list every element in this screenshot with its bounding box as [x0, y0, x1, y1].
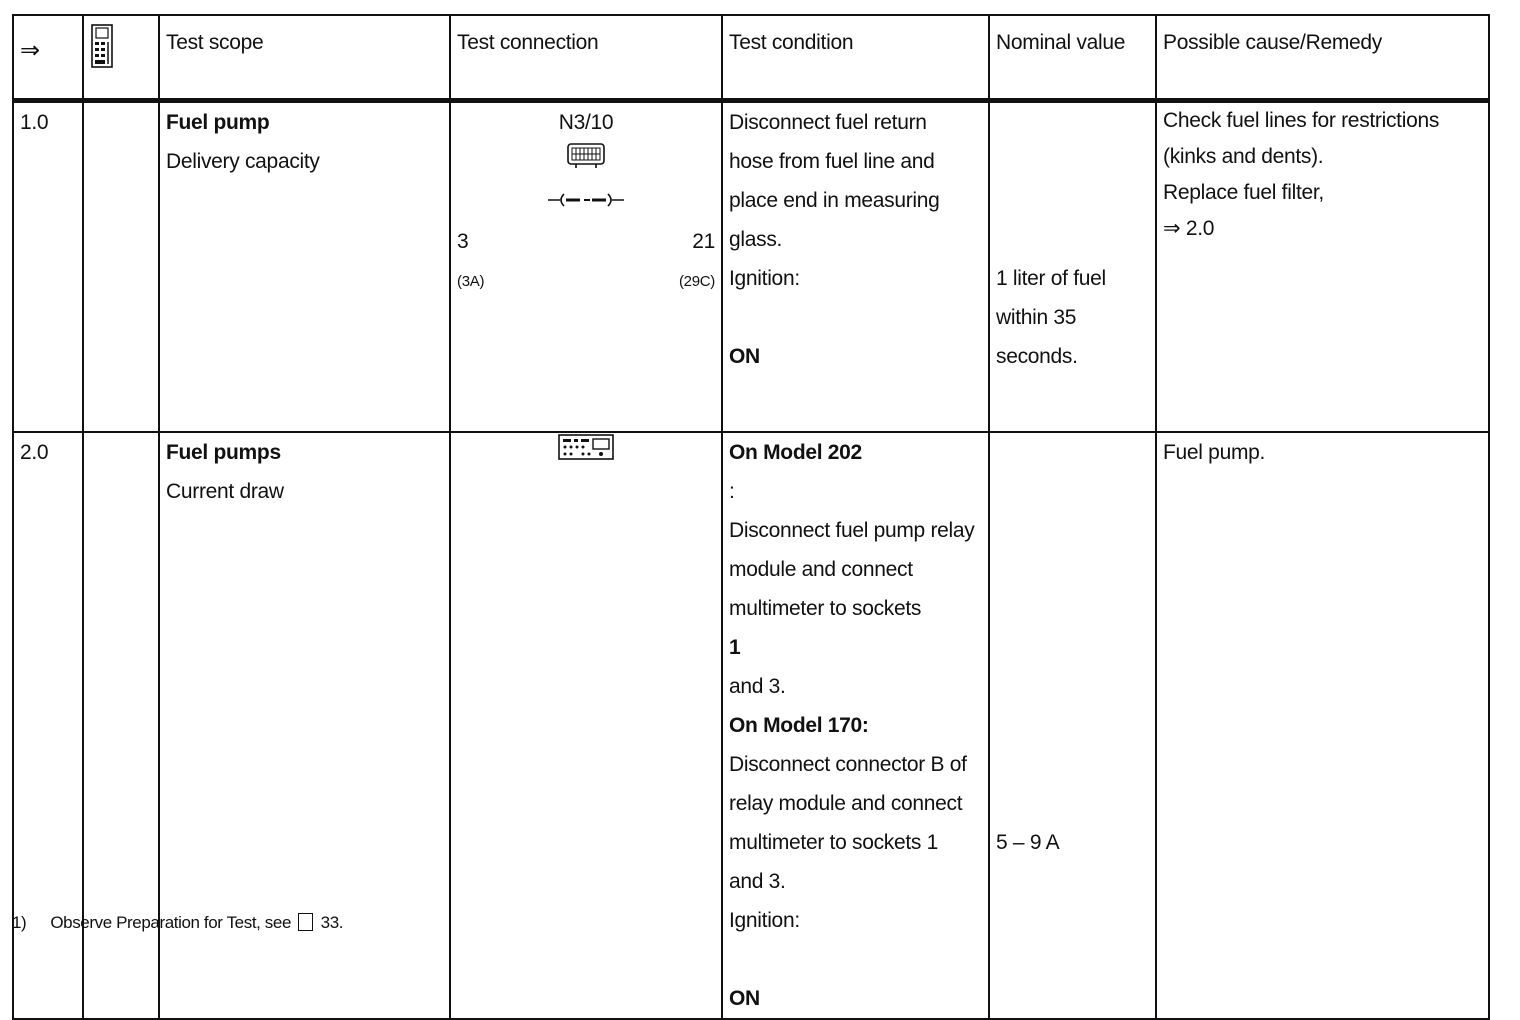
- step-number: 1.0: [13, 101, 83, 433]
- test-table: [12, 14, 1490, 1020]
- tester-cell: [83, 101, 159, 433]
- remedy-line: (kinks and dents).: [1163, 145, 1324, 168]
- remedy-cell: [1156, 101, 1489, 433]
- ignition-line: [729, 901, 982, 1018]
- connection-cell: [450, 432, 722, 1019]
- condition-line: module and connect: [729, 558, 913, 581]
- footnote-number: 1): [12, 913, 27, 932]
- remedy-line: Replace fuel filter,: [1163, 181, 1324, 204]
- scope-header: Test scope: [159, 15, 450, 101]
- tester-header: [83, 15, 159, 101]
- connection-cell: [450, 101, 722, 433]
- scope-cell: [159, 101, 450, 433]
- arrow-header: ⇒: [13, 15, 83, 101]
- pin-left: 3: [457, 230, 469, 253]
- table-row: [13, 101, 1489, 433]
- nominal-value: 5 – 9 A: [996, 831, 1060, 854]
- condition-line: glass.: [729, 228, 783, 251]
- ignition-label: Ignition:: [729, 909, 800, 932]
- nominal-line: within 35: [996, 306, 1077, 329]
- book-reference-icon: [298, 913, 313, 931]
- nominal-line: 1 liter of fuel: [996, 267, 1106, 290]
- table-header-row: [13, 15, 1489, 101]
- ignition-value: ON: [729, 345, 760, 368]
- scope-title: Fuel pumps: [166, 441, 281, 464]
- ignition-value: ON: [729, 987, 760, 1010]
- scope-subtitle: Current draw: [166, 480, 284, 503]
- condition-line: Disconnect fuel pump relay: [729, 519, 975, 542]
- pin-left-sub: (3A): [457, 273, 485, 290]
- condition-line: and 3.: [729, 870, 786, 893]
- handheld-tester-icon: [90, 50, 114, 73]
- remedy-reference[interactable]: ⇒ 2.0: [1163, 217, 1215, 240]
- condition-line: multimeter to sockets 1: [729, 597, 922, 659]
- remedy-line: Fuel pump.: [1163, 441, 1266, 464]
- step-number: 2.0: [13, 432, 83, 1019]
- footnote: [12, 913, 343, 933]
- multimeter-icon: [457, 433, 715, 474]
- condition-line: multimeter to sockets 1: [729, 831, 939, 854]
- scope-title: Fuel pump: [166, 111, 270, 134]
- condition-line: Disconnect connector B of: [729, 753, 967, 776]
- model-170-heading: On Model 170:: [729, 714, 869, 737]
- condition-line: hose from fuel line and: [729, 150, 935, 173]
- condition-cell: [722, 101, 989, 433]
- connection-label: N3/10: [558, 111, 614, 134]
- footnote-text: Observe Preparation for Test, see: [50, 913, 291, 932]
- condition-line: and 3.: [729, 675, 786, 698]
- model-202-heading: On Model 202 :: [729, 441, 862, 503]
- condition-line: place end in measuring: [729, 189, 940, 212]
- nominal-header: Nominal value: [989, 15, 1156, 101]
- nominal-line: seconds.: [996, 345, 1078, 368]
- condition-line: relay module and connect: [729, 792, 963, 815]
- remedy-cell: [1156, 432, 1489, 1019]
- pin-right-sub: (29C): [678, 273, 715, 290]
- ignition-line: [729, 259, 982, 376]
- condition-line: Disconnect fuel return: [729, 111, 927, 134]
- pin-right: 21: [692, 230, 715, 253]
- nominal-cell: [989, 432, 1156, 1019]
- ignition-label: Ignition:: [729, 267, 800, 290]
- remedy-header: Possible cause/Remedy: [1156, 15, 1489, 101]
- footnote-page[interactable]: 33.: [320, 913, 344, 932]
- condition-cell: [722, 432, 989, 1019]
- connection-header: Test connection: [450, 15, 722, 101]
- scope-subtitle: Delivery capacity: [166, 150, 320, 173]
- condition-header: Test condition: [722, 15, 989, 101]
- remedy-line: Check fuel lines for restrictions: [1163, 109, 1440, 132]
- adapter-cable-icon: [457, 182, 715, 222]
- nominal-cell: [989, 101, 1156, 433]
- control-unit-icon: [457, 142, 715, 182]
